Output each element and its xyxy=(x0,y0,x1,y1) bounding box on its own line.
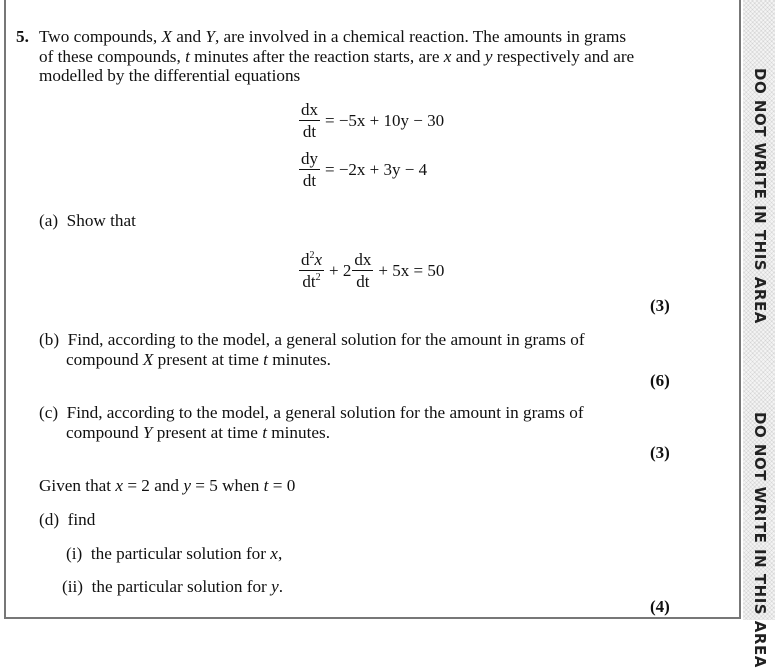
margin-hatched-strip xyxy=(743,0,775,668)
eq1-denominator: dt xyxy=(302,122,317,141)
do-not-write-label-top: DO NOT WRITE IN THIS AREA xyxy=(751,68,769,324)
intro-line-3: modelled by the differential equations xyxy=(39,66,301,85)
intro-line-1: Two compounds, X and Y, are involved in a chemical reaction. The amounts in grams xyxy=(39,27,627,46)
do-not-write-label-bottom: DO NOT WRITE IN THIS AREA xyxy=(751,412,769,668)
marks-b: (6) xyxy=(650,371,670,390)
eq3-numerator-2: dx xyxy=(354,250,372,269)
eq3-denominator-2: dt xyxy=(356,272,370,291)
part-b-line-1: (b) Find, according to the model, a general solution for the amount in grams of xyxy=(39,330,585,349)
answer-box-border xyxy=(4,0,741,619)
eq3-rhs: + 5x = 50 xyxy=(378,260,445,280)
eq2-numerator: dy xyxy=(301,149,318,168)
eq2-denominator: dt xyxy=(302,171,317,190)
part-c-line-1: (c) Find, according to the model, a general solution for the amount in grams of xyxy=(39,403,584,422)
marks-a: (3) xyxy=(650,296,670,315)
equation-dy-dt xyxy=(298,149,427,190)
given-conditions: Given that x = 2 and y = 5 when t = 0 xyxy=(39,476,296,495)
eq3-denominator: $dt^2$ xyxy=(302,272,321,291)
equation-dx-dt xyxy=(298,100,444,141)
part-d-i: (i) the particular solution for x, xyxy=(66,544,283,563)
part-c-line-2: compound Y present at time t minutes. xyxy=(66,423,331,442)
eq3-plus-two: + 2 xyxy=(329,260,352,280)
marks-d: (4) xyxy=(650,597,670,616)
equation-second-order xyxy=(298,250,444,291)
eq1-rhs: = −5x + 10y − 30 xyxy=(325,110,445,130)
eq2-rhs: = −2x + 3y − 4 xyxy=(325,159,428,179)
part-b-line-2: compound X present at time t minutes. xyxy=(66,350,331,369)
part-d: (d) find xyxy=(39,510,96,529)
part-a: (a) Show that xyxy=(39,211,136,230)
part-d-ii: (ii) the particular solution for y. xyxy=(62,577,283,596)
intro-line-2: of these compounds, t minutes after the reaction starts, are x and y respectively and are xyxy=(39,47,635,66)
eq3-numerator: $d^2x$ xyxy=(301,250,323,269)
marks-c: (3) xyxy=(650,443,670,462)
eq1-numerator: dx xyxy=(301,100,318,119)
question-number: 5. xyxy=(16,27,29,46)
